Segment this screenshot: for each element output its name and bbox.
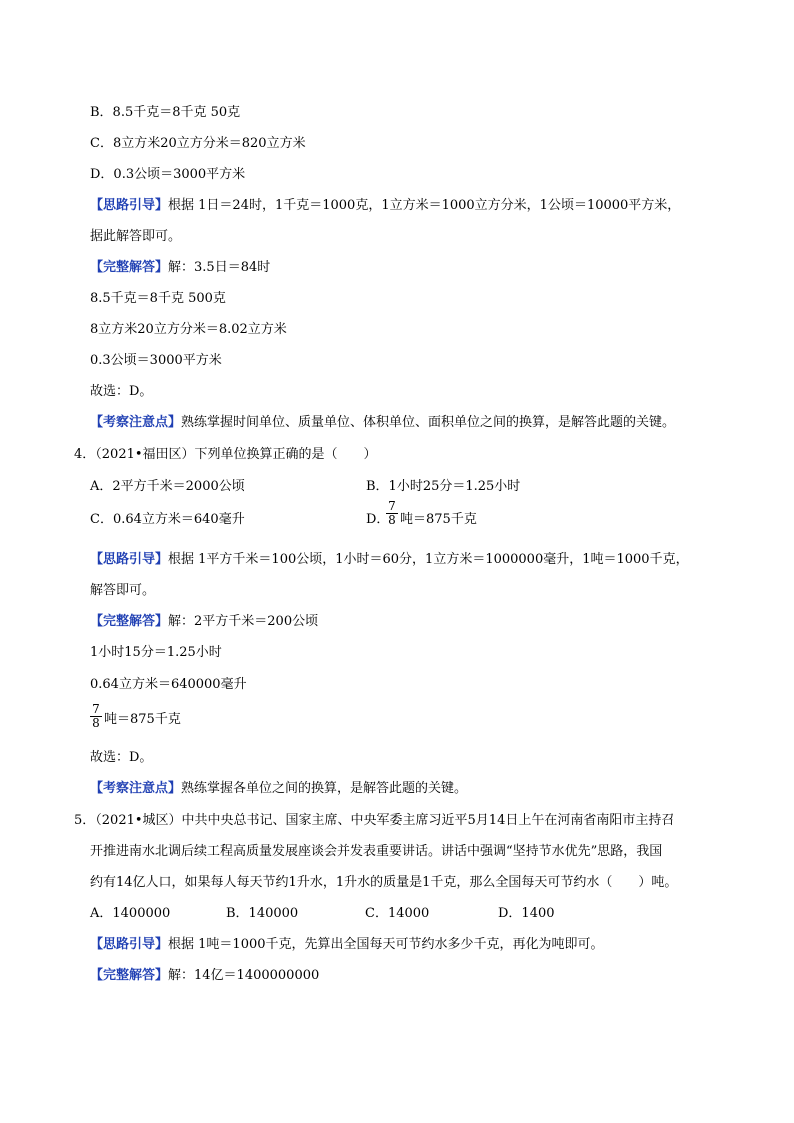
q3-solution-line-1: 解：3.5日＝84时 xyxy=(168,260,271,275)
q3-solution-line-3: 8立方米20立方分米＝8.02立方米 xyxy=(90,322,287,337)
q3-note xyxy=(90,414,675,432)
q5-option-d: D．1400 xyxy=(498,906,555,921)
q3-option-b: B．8.5千克＝8千克 50克 xyxy=(90,105,241,120)
q5-solution xyxy=(90,967,319,985)
q4-hint-text: 根据 1平方千米＝100公顷，1小时＝60分，1立方米＝1000000毫升，1吨＝1000千克， xyxy=(168,552,689,567)
q3-hint-cont: 据此解答即可。 xyxy=(90,229,182,244)
fraction-denominator: 8 xyxy=(92,716,100,730)
fraction-numerator: 7 xyxy=(388,499,396,513)
q4-solution xyxy=(90,613,318,631)
q4-option-d-text: 吨＝875千克 xyxy=(400,512,477,527)
q4-note-tag: 【考察注意点】 xyxy=(90,781,182,796)
q4-hint-tag: 【思路引导】 xyxy=(90,552,169,567)
q3-solution xyxy=(90,259,270,277)
q3-choice: 故选：D。 xyxy=(90,384,153,399)
q3-hint xyxy=(90,197,680,215)
q4-option-c: C．0.64立方米＝640毫升 xyxy=(90,512,245,527)
q4-option-d-fraction xyxy=(385,500,399,527)
q3-solution-tag: 【完整解答】 xyxy=(90,260,169,275)
q4-option-b: B．1小时25分＝1.25小时 xyxy=(366,479,521,494)
q3-option-d: D．0.3公顷＝3000平方米 xyxy=(90,167,246,182)
q4-note xyxy=(90,780,467,798)
q4-choice: 故选：D。 xyxy=(90,750,153,765)
q4-solution-line-1: 解：2平方千米＝200公顷 xyxy=(168,614,319,629)
q5-stem-line-3: 约有14亿人口，如果每人每天节约1升水，1升水的质量是1千克，那么全国每天可节约水（ ）吨。 xyxy=(90,875,678,890)
q5-hint-text: 根据 1吨＝1000千克，先算出全国每天可节约水多少千克，再化为吨即可。 xyxy=(168,937,604,952)
q4-note-text: 熟练掌握各单位之间的换算，是解答此题的关键。 xyxy=(181,781,468,796)
q3-solution-line-2: 8.5千克＝8千克 500克 xyxy=(90,291,226,306)
q4-solution-tag: 【完整解答】 xyxy=(90,614,169,629)
fraction-numerator: 7 xyxy=(92,702,100,716)
q5-option-c: C．14000 xyxy=(365,906,430,921)
fraction-denominator: 8 xyxy=(388,513,396,527)
q5-option-b: B．140000 xyxy=(226,906,299,921)
q3-hint-tag: 【思路引导】 xyxy=(90,198,169,213)
q3-hint-text: 根据 1日＝24时，1千克＝1000克，1立方米＝1000立方分米，1公顷＝10000平方米， xyxy=(168,198,681,213)
q4-solution-line-3: 0.64立方米＝640000毫升 xyxy=(90,677,247,692)
q3-note-tag: 【考察注意点】 xyxy=(90,415,182,430)
q4-solution-line-4: 吨＝875千克 xyxy=(104,712,181,727)
q5-solution-tag: 【完整解答】 xyxy=(90,968,169,983)
q5-hint-tag: 【思路引导】 xyxy=(90,937,169,952)
q3-option-c: C．8立方米20立方分米＝820立方米 xyxy=(90,136,306,151)
q5-hint xyxy=(90,936,604,954)
q3-note-text: 熟练掌握时间单位、质量单位、体积单位、面积单位之间的换算，是解答此题的关键。 xyxy=(181,415,676,430)
q4-stem: 4．（2021•福田区）下列单位换算正确的是（ ） xyxy=(74,447,377,462)
q4-solution-line-2: 1小时15分＝1.25小时 xyxy=(90,645,222,660)
q4-option-d-prefix: D． xyxy=(366,512,390,527)
q3-solution-line-4: 0.3公顷＝3000平方米 xyxy=(90,353,222,368)
q5-stem-line-2: 开推进南水北调后续工程高质量发展座谈会并发表重要讲话。讲话中强调“坚持节水优先”思路，我国 xyxy=(90,844,663,859)
q4-hint-cont: 解答即可。 xyxy=(90,583,156,598)
q5-stem-line-1: 5．（2021•城区）中共中央总书记、国家主席、中央军委主席习近平5月14日上午在河南省南阳市主持召 xyxy=(74,813,675,828)
q5-option-a: A．1400000 xyxy=(90,906,171,921)
q4-hint xyxy=(90,551,689,569)
q4-solution-fraction xyxy=(89,703,103,730)
q5-solution-line-1: 解：14亿＝1400000000 xyxy=(168,968,320,983)
q4-option-a: A．2平方千米＝2000公顷 xyxy=(90,479,245,494)
